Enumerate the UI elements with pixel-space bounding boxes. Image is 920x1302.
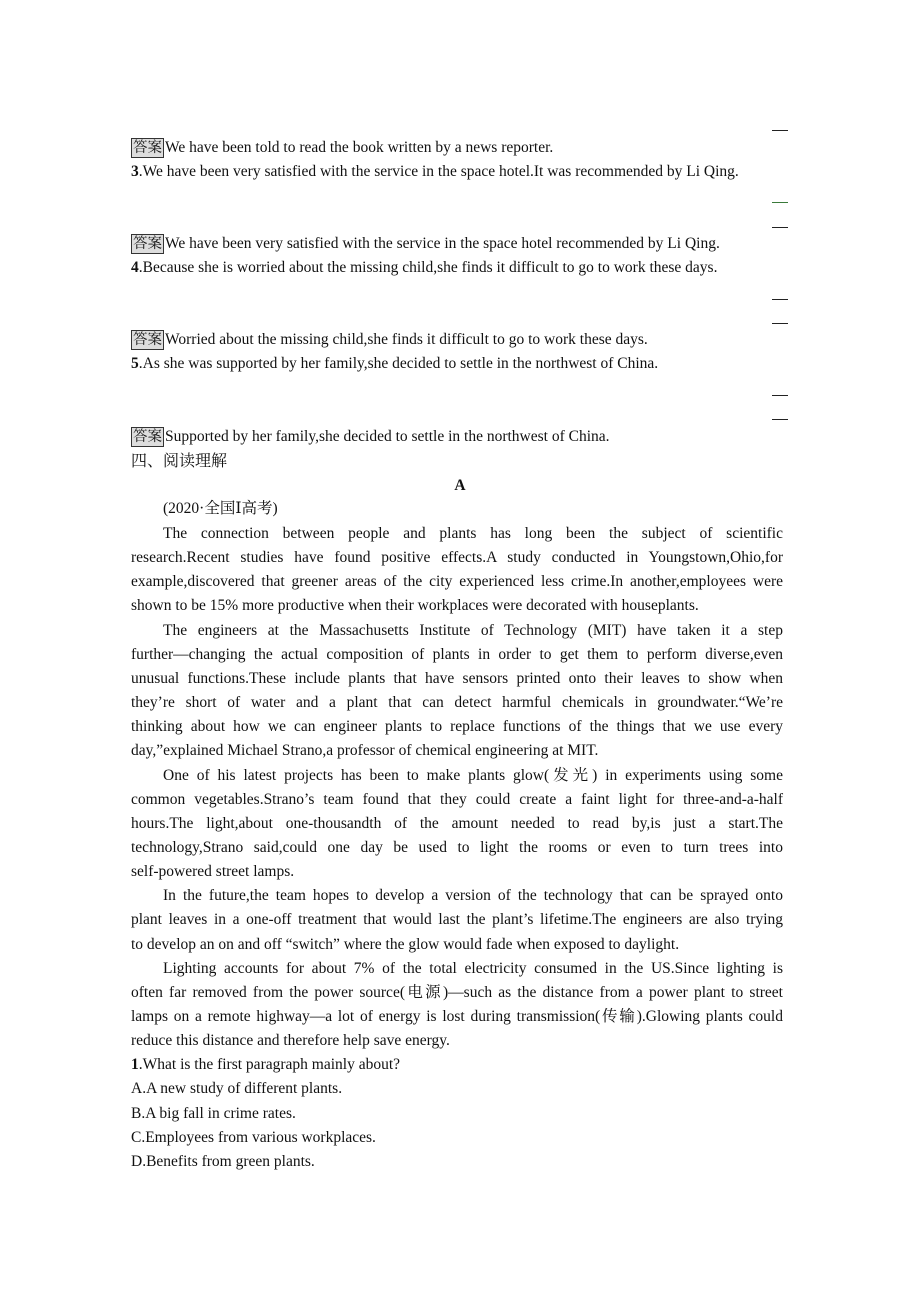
paragraph-line: common vegetables.Strano’s team found that they could create a faint light for three-and-a-half: [131, 790, 783, 808]
answer-line: [131, 330, 648, 350]
paragraph-line: day,”explained Michael Strano,a professor of chemical engineering at MIT.: [131, 742, 599, 760]
paragraph-line: hours.The light,about one-thousandth of the amount needed to read by,is just a start.The: [131, 814, 783, 832]
paragraph-line: example,discovered that greener areas of the city experienced less crime.In another,employees were: [131, 573, 783, 591]
answer-option: D.Benefits from green plants.: [131, 1152, 315, 1170]
blank-dash: [772, 395, 788, 396]
blank-dash: [772, 202, 788, 203]
paragraph-line: reduce this distance and therefore help save energy.: [131, 1032, 450, 1050]
answer-text: Worried about the missing child,she finds it difficult to go to work these days.: [165, 331, 648, 348]
passage-label: A: [454, 477, 466, 494]
paragraph-line: unusual functions.These include plants that have sensors printed onto their leaves to show when: [131, 669, 783, 687]
paragraph-line: technology,Strano said,could one day be used to light the rooms or even to turn trees into: [131, 838, 783, 856]
answer-line: [131, 427, 610, 447]
question-number: 5: [131, 355, 139, 372]
question-text: .What is the first paragraph mainly about?: [138, 1056, 401, 1074]
exercise-question: [131, 162, 739, 182]
answer-line: [131, 234, 720, 254]
paragraph-line: The engineers at the Massachusetts Institute of Technology (MIT) have taken it a step: [163, 621, 783, 639]
exercise-question: [131, 354, 658, 374]
paragraph-line: Lighting accounts for about 7% of the total electricity consumed in the US.Since lighting is: [163, 959, 783, 977]
blank-dash: [772, 130, 788, 131]
paragraph-line: they’re short of water and a plant that can detect harmful chemicals in groundwater.“We’re: [131, 694, 783, 712]
passage-source: (2020·全国Ⅰ高考): [163, 500, 278, 517]
paragraph-line: The connection between people and plants has long been the subject of scientific: [163, 525, 783, 542]
paragraph-line: In the future,the team hopes to develop a version of the technology that can be sprayed onto: [163, 887, 783, 905]
answer-text: Supported by her family,she decided to settle in the northwest of China.: [165, 428, 610, 445]
question-text: .As she was supported by her family,she decided to settle in the northwest of China.: [138, 355, 659, 372]
paragraph-line: self-powered street lamps.: [131, 863, 295, 881]
answer-badge: 答案: [133, 429, 162, 445]
answer-line: [131, 138, 553, 158]
exercise-question: [131, 258, 717, 278]
question-text: .Because she is worried about the missing child,she finds it difficult to go to work these days.: [138, 259, 718, 276]
answer-text: We have been very satisfied with the service in the space hotel recommended by Li Qing.: [165, 235, 720, 252]
answer-badge: 答案: [133, 332, 162, 348]
answer-badge: 答案: [133, 236, 162, 252]
question-number: 4: [131, 259, 139, 276]
paragraph-line: thinking about how we can engineer plants to replace functions of the things that we use every: [131, 718, 783, 736]
blank-dash: [772, 227, 788, 228]
blank-dash: [772, 323, 788, 324]
paragraph-line: research.Recent studies have found positive effects.A study conducted in Youngstown,Ohio,for: [131, 549, 783, 567]
question-number: 3: [131, 163, 139, 180]
answer-option: B.A big fall in crime rates.: [131, 1104, 296, 1122]
answer-option: C.Employees from various workplaces.: [131, 1128, 376, 1146]
section-heading: 四、阅读理解: [131, 451, 228, 470]
answer-text: We have been told to read the book written by a news reporter.: [165, 139, 554, 156]
paragraph-line: further—changing the actual composition of plants in order to get them to perform diverse,even: [131, 645, 783, 663]
answer-badge: 答案: [133, 140, 162, 156]
blank-dash: [772, 299, 788, 300]
paragraph-line: shown to be 15% more productive when their workplaces were decorated with houseplants.: [131, 597, 699, 615]
answer-option: A.A new study of different plants.: [131, 1080, 343, 1098]
question-number: 1: [131, 1056, 139, 1074]
paragraph-line: lamps on a remote highway—a lot of energy is lost during transmission(传输).Glowing plants could: [131, 1008, 783, 1025]
paragraph-line: to develop an on and off “switch” where the glow would fade when exposed to daylight.: [131, 935, 680, 953]
question-stem: [131, 1055, 400, 1075]
paragraph-line: plant leaves in a one-off treatment that would last the plant’s lifetime.The engineers are also trying: [131, 911, 783, 929]
paragraph-line: One of his latest projects has been to make plants glow(发光) in experiments using some: [163, 766, 783, 784]
question-text: .We have been very satisfied with the service in the space hotel.It was recommended by Li Qing.: [138, 163, 739, 180]
blank-dash: [772, 419, 788, 420]
paragraph-line: often far removed from the power source(电源)—such as the distance from a power plant to street: [131, 983, 783, 1001]
